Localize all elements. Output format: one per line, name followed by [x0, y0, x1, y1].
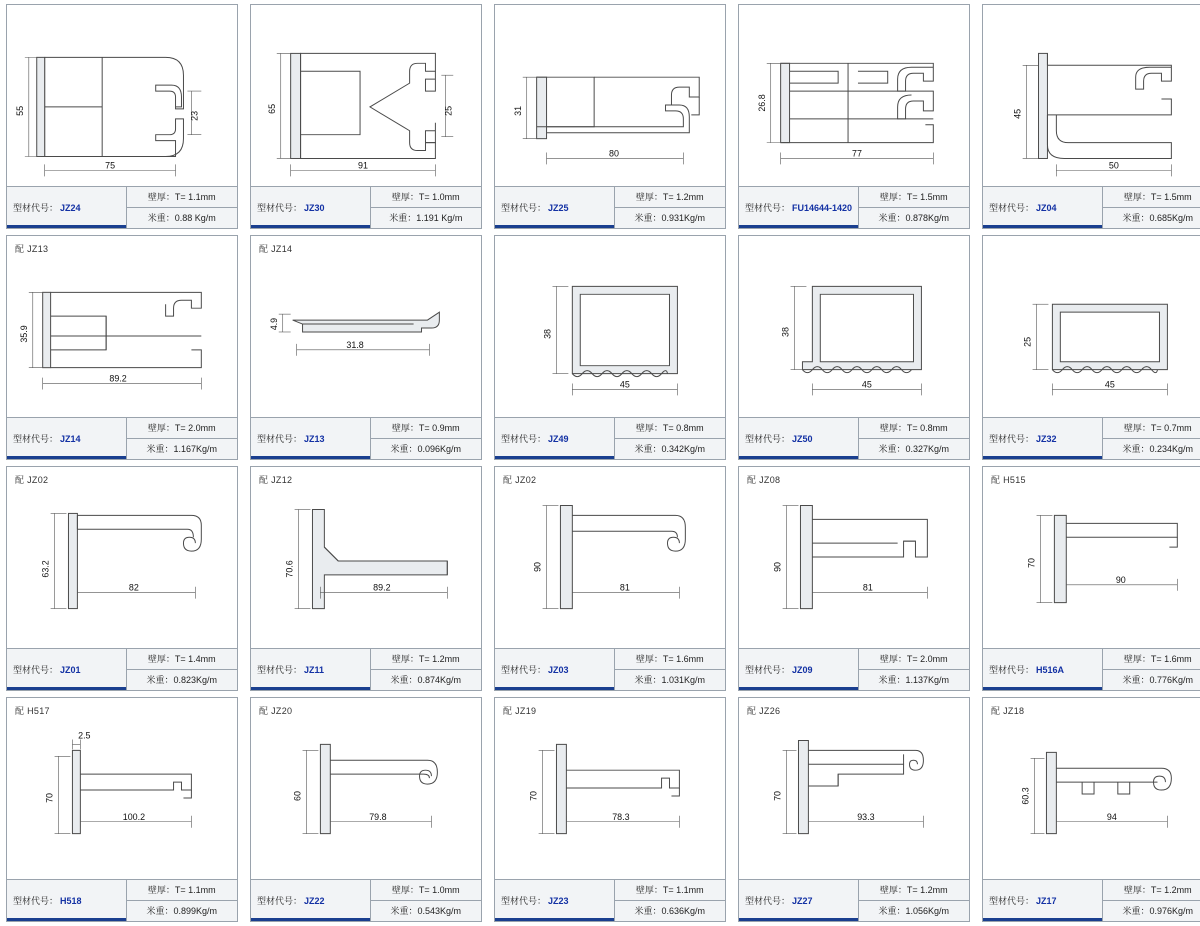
dimension-label: 90 — [772, 561, 783, 572]
profile-card[interactable] — [982, 235, 1200, 460]
card-note: 配 JZ02 — [15, 475, 49, 485]
card-note: 配 JZ12 — [259, 475, 293, 485]
spec-code-prefix: 型材代号： — [989, 434, 1035, 444]
profile-card[interactable] — [738, 466, 970, 691]
spec-code-value: JZ14 — [60, 433, 81, 444]
dimension-label: 25 — [443, 105, 454, 116]
profile-drawing-jz30 — [251, 19, 481, 179]
card-note: 配 JZ18 — [991, 706, 1025, 716]
spec-thickness: 壁厚：T= 1.4mm — [127, 649, 237, 670]
spec-code-value: JZ50 — [792, 433, 813, 444]
dimension-label: 82 — [128, 582, 139, 593]
dimension-label: 89.2 — [373, 582, 391, 593]
spec-thickness: 壁厚：T= 1.0mm — [371, 880, 481, 901]
spec-code — [983, 418, 1103, 459]
spec-code-prefix: 型材代号： — [745, 896, 791, 906]
spec-code-value: JZ24 — [60, 202, 81, 213]
dimension-label: 81 — [619, 582, 630, 593]
spec-code — [739, 418, 859, 459]
spec-code — [251, 418, 371, 459]
spec-code-prefix: 型材代号： — [257, 896, 303, 906]
profile-drawing-jz23 — [495, 712, 725, 872]
spec-code-value: JZ25 — [548, 202, 569, 213]
spec-code — [983, 187, 1103, 228]
spec-thickness: 壁厚：T= 1.1mm — [615, 880, 725, 901]
dimension-label: 75 — [105, 160, 116, 171]
dimension-label: 91 — [358, 160, 368, 171]
profile-card[interactable] — [494, 235, 726, 460]
spec-code — [495, 880, 615, 921]
dimension-label: 35.9 — [18, 325, 29, 343]
card-note: 配 H517 — [15, 706, 50, 716]
profile-drawing-jz49 — [495, 250, 725, 410]
spec-code-prefix: 型材代号： — [13, 203, 59, 213]
spec-code-value: JZ30 — [304, 202, 325, 213]
spec-thickness: 壁厚：T= 1.5mm — [859, 187, 969, 208]
spec-thickness: 壁厚：T= 1.2mm — [615, 187, 725, 208]
card-note: 配 JZ08 — [747, 475, 781, 485]
spec-code — [739, 649, 859, 690]
dimension-label: 45 — [1012, 108, 1023, 119]
spec-code-prefix: 型材代号： — [745, 434, 791, 444]
dimension-label: 31.8 — [346, 339, 364, 350]
spec-thickness: 壁厚：T= 1.6mm — [1103, 649, 1200, 670]
spec-thickness: 壁厚：T= 1.5mm — [1103, 187, 1200, 208]
spec-code-prefix: 型材代号： — [501, 896, 547, 906]
spec-code-value: JZ23 — [548, 895, 569, 906]
profile-drawing-jz09 — [739, 481, 969, 641]
spec-table — [983, 879, 1200, 921]
spec-code — [7, 649, 127, 690]
spec-table — [739, 186, 969, 228]
spec-code — [739, 880, 859, 921]
profile-card[interactable] — [738, 4, 970, 229]
spec-table — [495, 417, 725, 459]
spec-weight: 米重：1.031Kg/m — [615, 670, 725, 691]
spec-weight: 米重：0.899Kg/m — [127, 901, 237, 922]
profile-card[interactable] — [6, 4, 238, 229]
spec-code-value: JZ32 — [1036, 433, 1057, 444]
card-note: 配 JZ26 — [747, 706, 781, 716]
profile-card[interactable] — [738, 235, 970, 460]
spec-code-value: JZ03 — [548, 664, 569, 675]
dimension-label: 70 — [528, 791, 539, 801]
dimension-label: 25 — [1022, 336, 1033, 347]
spec-code-value: H516A — [1036, 664, 1065, 675]
spec-weight: 米重：0.096Kg/m — [371, 439, 481, 460]
profile-card[interactable] — [250, 235, 482, 460]
spec-weight: 米重：0.976Kg/m — [1103, 901, 1200, 922]
card-note: 配 H515 — [991, 475, 1026, 485]
dimension-label: 60 — [292, 791, 303, 801]
profile-card[interactable] — [494, 697, 726, 922]
spec-code-prefix: 型材代号： — [501, 665, 547, 675]
dimension-label: 77 — [852, 148, 862, 159]
spec-code — [495, 649, 615, 690]
spec-thickness: 壁厚：T= 1.1mm — [127, 880, 237, 901]
spec-thickness: 壁厚：T= 0.7mm — [1103, 418, 1200, 439]
spec-code-value: JZ17 — [1036, 895, 1057, 906]
dimension-label: 70 — [44, 792, 55, 803]
dimension-label: 50 — [1108, 160, 1119, 171]
profile-card[interactable] — [982, 697, 1200, 922]
spec-code — [251, 187, 371, 228]
spec-thickness: 壁厚：T= 0.9mm — [371, 418, 481, 439]
profile-drawing-jz17 — [983, 712, 1200, 872]
profile-card[interactable] — [982, 466, 1200, 691]
spec-table — [7, 879, 237, 921]
spec-code — [7, 187, 127, 228]
card-note: 配 JZ02 — [503, 475, 537, 485]
profile-card[interactable] — [250, 697, 482, 922]
dimension-label: 89.2 — [109, 373, 127, 384]
dimension-label: 79.8 — [369, 811, 387, 822]
profile-card[interactable] — [6, 235, 238, 460]
spec-weight: 米重：0.776Kg/m — [1103, 670, 1200, 691]
dimension-label: 60.3 — [1020, 787, 1031, 805]
spec-weight: 米重：0.823Kg/m — [127, 670, 237, 691]
spec-table — [739, 417, 969, 459]
profile-drawing-fu14644 — [739, 19, 969, 179]
dimension-label: 100.2 — [122, 811, 146, 822]
spec-code — [739, 187, 859, 228]
dimension-label: 2.5 — [78, 730, 91, 741]
profile-drawing-jz13 — [251, 250, 481, 410]
spec-code-prefix: 型材代号： — [745, 203, 791, 213]
spec-table — [251, 417, 481, 459]
dimension-label: 63.2 — [40, 560, 51, 578]
card-note: 配 JZ14 — [259, 244, 293, 254]
spec-thickness: 壁厚：T= 1.6mm — [615, 649, 725, 670]
spec-code-prefix: 型材代号： — [13, 896, 59, 906]
spec-code-prefix: 型材代号： — [501, 434, 547, 444]
spec-weight: 米重：1.137Kg/m — [859, 670, 969, 691]
profile-drawing-jz11 — [251, 481, 481, 641]
profile-drawing-h518 — [7, 712, 237, 872]
spec-table — [495, 186, 725, 228]
spec-code-prefix: 型材代号： — [257, 665, 303, 675]
spec-code-value: JZ49 — [548, 433, 569, 444]
spec-weight: 米重：0.931Kg/m — [615, 208, 725, 229]
spec-table — [251, 648, 481, 690]
spec-code-value: JZ04 — [1036, 202, 1057, 213]
spec-weight: 米重：0.234Kg/m — [1103, 439, 1200, 460]
card-note: 配 JZ20 — [259, 706, 293, 716]
dimension-label: 80 — [609, 148, 619, 159]
spec-code — [251, 649, 371, 690]
spec-thickness: 壁厚：T= 1.2mm — [371, 649, 481, 670]
profile-drawing-jz14 — [7, 250, 237, 410]
spec-table — [251, 879, 481, 921]
dimension-label: 70.6 — [284, 560, 295, 578]
spec-weight: 米重：0.685Kg/m — [1103, 208, 1200, 229]
dimension-label: 45 — [861, 379, 872, 390]
dimension-label: 55 — [14, 105, 25, 116]
spec-code-prefix: 型材代号： — [989, 203, 1035, 213]
profile-card[interactable] — [6, 466, 238, 691]
spec-code — [7, 418, 127, 459]
profile-drawing-jz01 — [7, 481, 237, 641]
dimension-label: 23 — [189, 110, 200, 121]
dimension-label: 45 — [619, 379, 630, 390]
profile-card[interactable] — [250, 4, 482, 229]
spec-code — [983, 649, 1103, 690]
card-note: 配 JZ13 — [15, 244, 49, 254]
profile-card[interactable] — [982, 4, 1200, 229]
dimension-label: 38 — [542, 329, 553, 339]
spec-table — [7, 648, 237, 690]
dimension-label: 26.8 — [756, 94, 767, 112]
dimension-label: 78.3 — [612, 811, 630, 822]
spec-code-prefix: 型材代号： — [501, 203, 547, 213]
spec-table — [983, 648, 1200, 690]
profile-drawing-h516a — [983, 481, 1200, 641]
dimension-label: 81 — [862, 582, 873, 593]
profile-card[interactable] — [738, 697, 970, 922]
profile-card[interactable] — [494, 466, 726, 691]
spec-code-prefix: 型材代号： — [13, 434, 59, 444]
profile-drawing-jz27 — [739, 712, 969, 872]
spec-weight: 米重：0.874Kg/m — [371, 670, 481, 691]
dimension-label: 70 — [772, 791, 783, 801]
spec-code-prefix: 型材代号： — [989, 896, 1035, 906]
spec-weight: 米重：0.636Kg/m — [615, 901, 725, 922]
profile-drawing-jz22 — [251, 712, 481, 872]
spec-table — [739, 648, 969, 690]
spec-thickness: 壁厚：T= 0.8mm — [859, 418, 969, 439]
spec-thickness: 壁厚：T= 1.2mm — [859, 880, 969, 901]
profile-drawing-jz32 — [983, 250, 1200, 410]
spec-code-prefix: 型材代号： — [257, 203, 303, 213]
spec-table — [251, 186, 481, 228]
spec-weight: 米重：0.327Kg/m — [859, 439, 969, 460]
dimension-label: 90 — [532, 561, 543, 572]
dimension-label: 94 — [1106, 811, 1117, 822]
spec-code-value: FU14644-1420 — [792, 202, 853, 213]
card-note: 配 JZ19 — [503, 706, 537, 716]
dimension-label: 70 — [1026, 558, 1037, 568]
spec-table — [983, 417, 1200, 459]
spec-thickness: 壁厚：T= 1.2mm — [1103, 880, 1200, 901]
spec-table — [983, 186, 1200, 228]
dimension-label: 4.9 — [268, 317, 279, 331]
spec-table — [7, 417, 237, 459]
spec-code-value: JZ27 — [792, 895, 813, 906]
spec-code-prefix: 型材代号： — [257, 434, 303, 444]
profile-drawing-jz25 — [495, 19, 725, 179]
spec-table — [739, 879, 969, 921]
dimension-label: 90 — [1115, 574, 1126, 585]
profile-card[interactable] — [494, 4, 726, 229]
dimension-label: 45 — [1104, 379, 1115, 390]
dimension-label: 65 — [266, 103, 277, 114]
spec-code-prefix: 型材代号： — [745, 665, 791, 675]
spec-code-prefix: 型材代号： — [989, 665, 1035, 675]
dimension-label: 38 — [780, 327, 791, 337]
spec-code-value: H518 — [60, 895, 82, 906]
spec-code — [495, 418, 615, 459]
spec-code-value: JZ11 — [304, 664, 325, 675]
profile-drawing-jz04 — [983, 19, 1200, 179]
spec-code — [7, 880, 127, 921]
spec-weight: 米重：0.342Kg/m — [615, 439, 725, 460]
spec-code-prefix: 型材代号： — [13, 665, 59, 675]
spec-thickness: 壁厚：T= 1.0mm — [371, 187, 481, 208]
profile-drawing-jz24 — [7, 19, 237, 179]
spec-code — [251, 880, 371, 921]
dimension-label: 31 — [512, 105, 523, 116]
spec-table — [7, 186, 237, 228]
spec-thickness: 壁厚：T= 1.1mm — [127, 187, 237, 208]
spec-weight: 米重：0.878Kg/m — [859, 208, 969, 229]
spec-table — [495, 879, 725, 921]
spec-weight: 米重：0.543Kg/m — [371, 901, 481, 922]
profile-card[interactable] — [6, 697, 238, 922]
spec-thickness: 壁厚：T= 2.0mm — [127, 418, 237, 439]
spec-weight: 米重：0.88 Kg/m — [127, 208, 237, 229]
dimension-label: 93.3 — [857, 811, 875, 822]
spec-code — [983, 880, 1103, 921]
spec-code-value: JZ22 — [304, 895, 325, 906]
spec-code-value: JZ01 — [60, 664, 81, 675]
spec-code — [495, 187, 615, 228]
spec-weight: 米重：1.167Kg/m — [127, 439, 237, 460]
spec-code-value: JZ09 — [792, 664, 813, 675]
spec-thickness: 壁厚：T= 2.0mm — [859, 649, 969, 670]
spec-code-value: JZ13 — [304, 433, 325, 444]
spec-table — [495, 648, 725, 690]
profile-card[interactable] — [250, 466, 482, 691]
spec-weight: 米重：1.056Kg/m — [859, 901, 969, 922]
profile-drawing-jz50 — [739, 250, 969, 410]
spec-weight: 米重：1.191 Kg/m — [371, 208, 481, 229]
profile-drawing-jz03 — [495, 481, 725, 641]
spec-thickness: 壁厚：T= 0.8mm — [615, 418, 725, 439]
